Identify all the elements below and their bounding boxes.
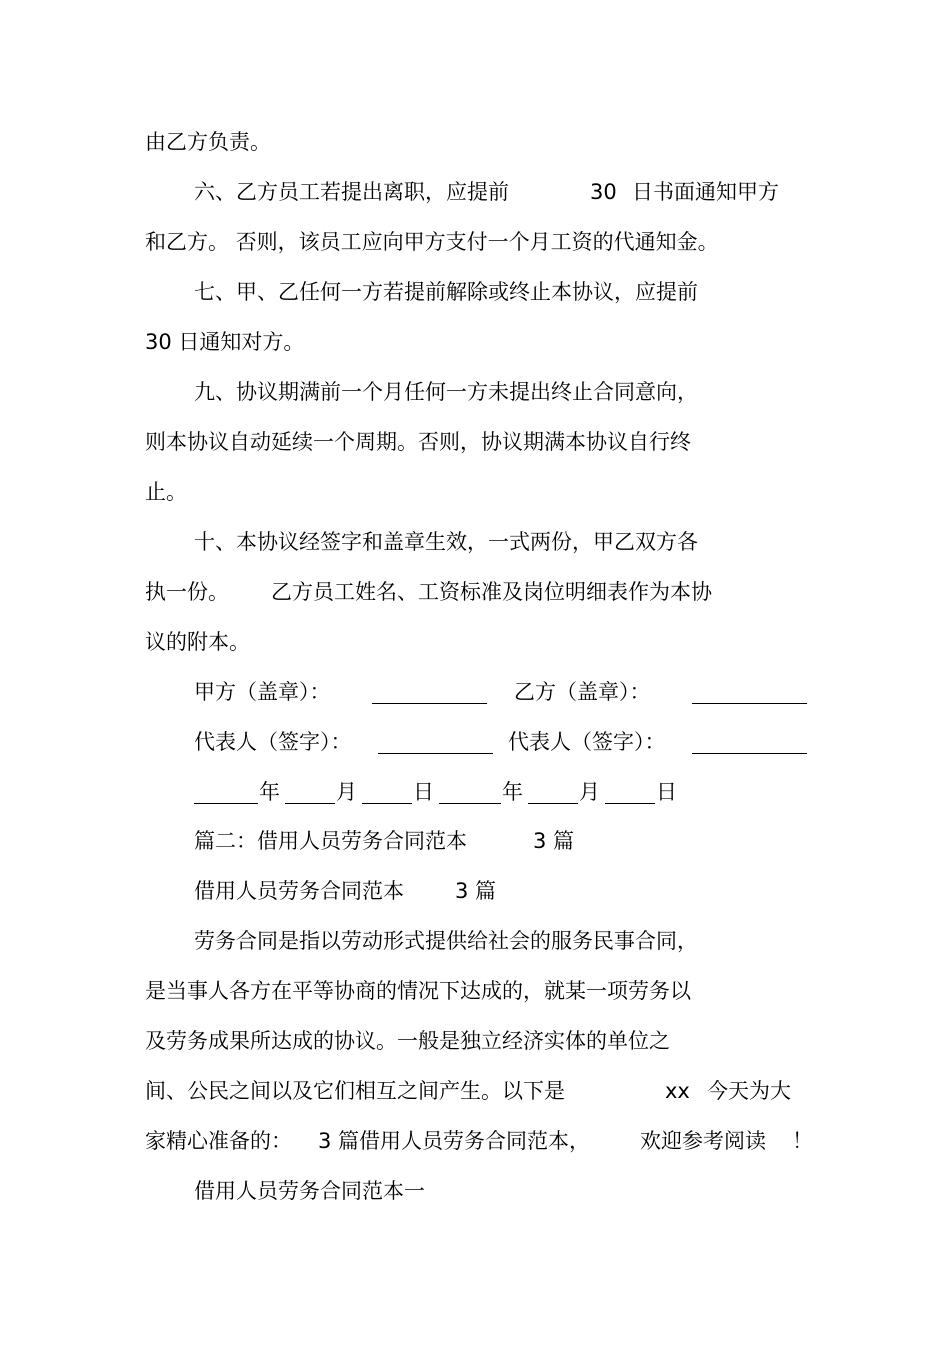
text-line: 乙方员工姓名、工资标准及岗位明细表作为本协 (271, 580, 712, 604)
text-line: 和乙方。 否则，该员工应向甲方支付一个月工资的代通知金。 (145, 230, 719, 254)
section-heading: 篇二：借用人员劳务合同范本 (194, 829, 467, 853)
text-line: 30 日通知对方。 (145, 330, 305, 354)
sample-heading: 借用人员劳务合同范本一 (194, 1179, 425, 1203)
date-year-blank (439, 803, 501, 804)
clause-six-line-end: 日书面通知甲方 (632, 180, 779, 204)
party-b-seal-label: 乙方（盖章）： (514, 680, 651, 704)
date-month-label: 月 (336, 780, 357, 804)
text-line: 由乙方负责。 (145, 130, 271, 154)
text-line: 欢迎参考阅读 (640, 1129, 766, 1153)
text-line: 是当事人各方在平等协商的情况下达成的，就某一项劳务以 (145, 979, 691, 1003)
text-line: 及劳务成果所达成的协议。一般是独立经济实体的单位之 (145, 1029, 670, 1053)
date-day-label: 日 (413, 780, 434, 804)
date-year-blank (194, 803, 258, 804)
text-line: 间、公民之间以及它们相互之间产生。以下是 (145, 1079, 565, 1103)
rep-b-sign-blank (692, 753, 807, 754)
document-title: 借用人员劳务合同范本 (194, 879, 404, 903)
party-b-seal-blank (692, 703, 807, 704)
date-year-label: 年 (502, 780, 523, 804)
date-month-blank (528, 803, 578, 804)
rep-a-sign-blank (378, 753, 493, 754)
intro-paragraph: 劳务合同是指以劳动形式提供给社会的服务民事合同， (194, 929, 698, 953)
text-line: 今天为大 (707, 1079, 791, 1103)
rep-a-sign-label: 代表人（签字）： (194, 730, 352, 754)
date-year-label: 年 (259, 780, 280, 804)
date-month-label: 月 (579, 780, 600, 804)
text-line: 家精心准备的： (145, 1129, 292, 1153)
clause-seven: 七、甲、乙任何一方若提前解除或终止本协议，应提前 (194, 280, 698, 304)
date-day-label: 日 (656, 780, 677, 804)
date-month-blank (285, 803, 335, 804)
document-title-count: 3 篇 (455, 879, 497, 903)
text-line: 执一份。 (145, 580, 229, 604)
section-heading-count: 3 篇 (533, 829, 575, 853)
date-day-blank (362, 803, 412, 804)
rep-b-sign-label: 代表人（签字）： (508, 730, 666, 754)
party-a-seal-label: 甲方（盖章）： (194, 680, 331, 704)
text-line: 止。 (145, 480, 187, 504)
party-a-seal-blank (372, 703, 487, 704)
date-day-blank (605, 803, 655, 804)
clause-nine: 九、协议期满前一个月任何一方未提出终止合同意向， (194, 380, 698, 404)
clause-ten: 十、本协议经签字和盖章生效，一式两份，甲乙双方各 (194, 530, 698, 554)
clause-six-days: 30 (590, 180, 617, 204)
text-line: ！ (792, 1129, 813, 1153)
text-line: 议的附本。 (145, 630, 250, 654)
site-placeholder: xx (665, 1079, 690, 1103)
clause-six-line-start: 六、乙方员工若提出离职，应提前 (194, 180, 509, 204)
text-line: 3 篇借用人员劳务合同范本， (318, 1129, 591, 1153)
text-line: 则本协议自动延续一个周期。否则，协议期满本协议自行终 (145, 430, 691, 454)
